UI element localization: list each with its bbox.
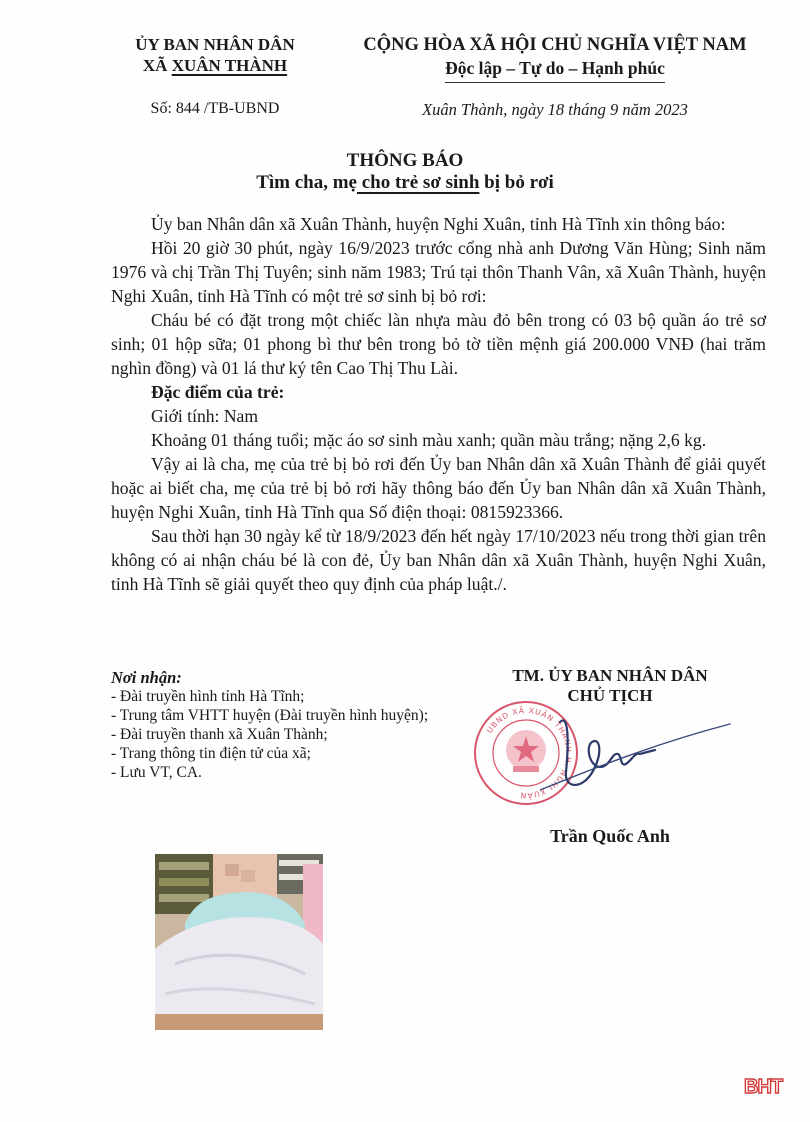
position-label: CHỦ TỊCH bbox=[567, 686, 653, 705]
document-body bbox=[111, 212, 766, 596]
baby-photo-image bbox=[155, 854, 323, 1030]
on-behalf-label: TM. ỦY BAN NHÂN DÂN bbox=[512, 666, 708, 685]
paragraph-intro: Ủy ban Nhân dân xã Xuân Thành, huyện Nghi Xuân, tỉnh Hà Tĩnh xin thông báo: bbox=[151, 214, 726, 234]
recipients-list bbox=[111, 668, 431, 782]
publisher-watermark: BHT bbox=[744, 1076, 783, 1098]
paragraph-items: Cháu bé có đặt trong một chiếc làn nhựa màu đỏ bên trong có 03 bộ quần áo trẻ sơ sinh; 01 hộp sữa; 01 phong bì thư bên trong bỏ tờ tiền mệnh giá 200.000 VNĐ (hai trăm nghìn đồng) và 01 lá thư ký tên Cao Thị Thu Lài. bbox=[111, 310, 766, 378]
paragraph-deadline: Sau thời hạn 30 ngày kể từ 18/9/2023 đến hết ngày 17/10/2023 nếu trong thời gian trên không có ai nhận cháu bé là con đẻ, Ủy ban Nhân dân xã Xuân Thành, huyện Nghi Xuân, tỉnh Hà Tĩnh sẽ giải quyết theo quy định của pháp luật./. bbox=[111, 526, 766, 594]
motto: Độc lập – Tự do – Hạnh phúc bbox=[445, 57, 665, 83]
place-date: Xuân Thành, ngày 18 tháng 9 năm 2023 bbox=[422, 100, 688, 119]
paragraph-incident: Hồi 20 giờ 30 phút, ngày 16/9/2023 trước cổng nhà anh Dương Văn Hùng; Sinh năm 1976 và chị Trần Thị Tuyên; sinh năm 1983; Trú tại thôn Thanh Vân, xã Xuân Thành, huyện Nghi Xuân, tỉnh Hà Tĩnh có một trẻ sơ sinh bị bỏ rơi: bbox=[111, 238, 766, 306]
subtitle-part-1: Tìm cha, mẹ bbox=[256, 172, 357, 193]
subtitle-part-2: cho trẻ sơ sinh bbox=[356, 172, 480, 193]
subtitle-part-3: bị bỏ rơi bbox=[479, 172, 554, 193]
svg-text:UBND XÃ XUÂN THÀNH H. NGHI XUÂ: UBND XÃ XUÂN THÀNH H. NGHI XUÂN bbox=[484, 705, 574, 801]
recipient-item: - Đài truyền hình tỉnh Hà Tĩnh; bbox=[111, 688, 305, 705]
recipient-item: - Trang thông tin điện tử của xã; bbox=[111, 745, 311, 762]
feature-description: Khoảng 01 tháng tuổi; mặc áo sơ sinh màu xanh; quần màu trắng; nặng 2,6 kg. bbox=[151, 430, 707, 450]
agency-name: XUÂN THÀNH bbox=[171, 56, 288, 75]
title-subtitle bbox=[100, 172, 710, 194]
agency-prefix: XÃ bbox=[142, 56, 172, 75]
agency-line-2 bbox=[110, 55, 320, 76]
baby-photo bbox=[155, 854, 323, 1030]
issuing-agency bbox=[110, 34, 320, 76]
paragraph-request: Vậy ai là cha, mẹ của trẻ bị bỏ rơi đến Ủy ban Nhân dân xã Xuân Thành để giải quyết hoặc ai biết cha, mẹ của trẻ bị bỏ rơi hãy thông báo đến Ủy ban Nhân dân xã Xuân Thành, huyện Nghi Xuân, tỉnh Hà Tĩnh qua Số điện thoại: 0815923366. bbox=[111, 454, 766, 522]
title-main: THÔNG BÁO bbox=[346, 150, 464, 171]
features-heading: Đặc điểm của trẻ: bbox=[151, 382, 285, 402]
national-header bbox=[350, 34, 760, 83]
recipient-item: - Lưu VT, CA. bbox=[111, 764, 202, 781]
recipient-item: - Trung tâm VHTT huyện (Đài truyền hình huyện); bbox=[111, 707, 429, 724]
signer-name: Trần Quốc Anh bbox=[550, 826, 670, 846]
signature-icon bbox=[540, 712, 740, 802]
document-title bbox=[100, 150, 710, 194]
agency-line-1: ỦY BAN NHÂN DÂN bbox=[135, 35, 295, 54]
recipients-heading: Nơi nhận: bbox=[111, 668, 182, 687]
country-name: CỘNG HÒA XÃ HỘI CHỦ NGHĨA VIỆT NAM bbox=[363, 35, 747, 55]
feature-gender: Giới tính: Nam bbox=[151, 406, 259, 426]
recipient-item: - Đài truyền thanh xã Xuân Thành; bbox=[111, 726, 328, 743]
document-number: Số: 844 /TB-UBND bbox=[150, 100, 280, 117]
